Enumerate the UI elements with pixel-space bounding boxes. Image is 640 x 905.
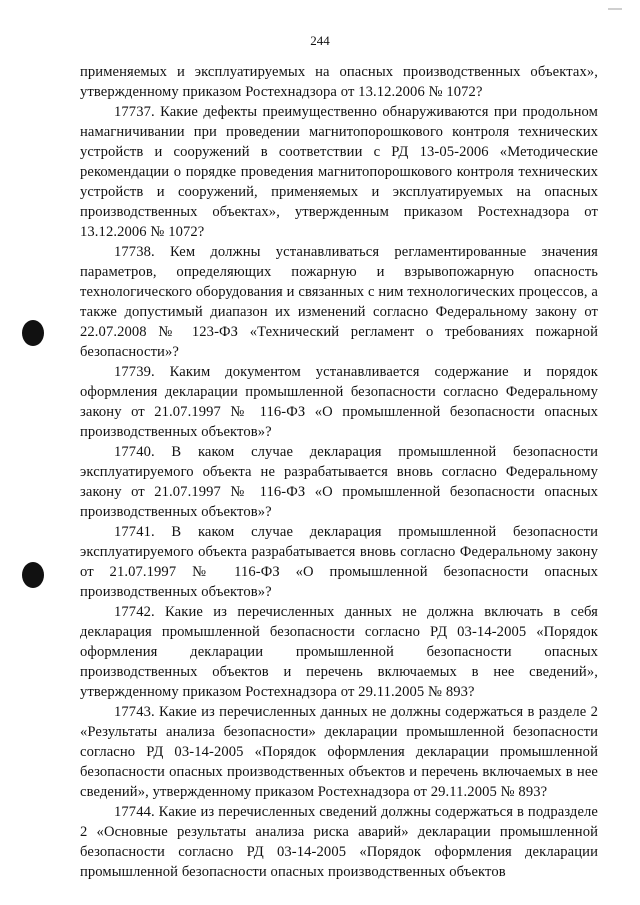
question-17738: 17738. Кем должны устанавливаться регламентированные значения параметров, определяющих пожарную и взрывопожарную опасность технологического оборудования и связанных с ним технологических процессов, а также допустимый диапазон их изменений согласно Федеральному закону от 22.07.2008 № 123-ФЗ «Технический регламент о требованиях пожарной безопасности»?: [80, 244, 598, 360]
question-17741: 17741. В каком случае декларация промышленной безопасности эксплуатируемого объекта разрабатывается вновь согласно Федеральному закону от 21.07.1997 № 116-ФЗ «О промышленной безопасности опасных производственных объектов»?: [80, 524, 598, 600]
question-17743: 17743. Какие из перечисленных данных не должны содержаться в разделе 2 «Результаты анализа безопасности» декларации промышленной безопасности согласно РД 03-14-2005 «Порядок оформления декларации промышленной безопасности опасных производственных объектов и перечень включаемых в нее сведений», утвержденному приказом Ростехнадзора от 29.11.2005 № 893?: [80, 704, 598, 800]
document-body: [80, 62, 598, 882]
question-17742: 17742. Какие из перечисленных данных не должна включать в себя декларация промышленной безопасности согласно РД 03-14-2005 «Порядок оформления декларации промышленной безопасности опасных производственных объектов и перечень включаемых в нее сведений», утвержденному приказом Ростехнадзора от 29.11.2005 № 893?: [80, 604, 598, 700]
question-17737: 17737. Какие дефекты преимущественно обнаруживаются при продольном намагничивании при проведении магнитопорошкового контроля технических устройств и сооружений в соответствии с РД 13-05-2006 «Методические рекомендации о порядке проведения магнитопорошкового контроля технических устройств и сооружений, применяемых и эксплуатируемых на опасных производственных объектах», утвержденным приказом Ростехнадзора от 13.12.2006 № 1072?: [80, 104, 598, 240]
question-17740: 17740. В каком случае декларация промышленной безопасности эксплуатируемого объекта не разрабатывается вновь согласно Федеральному закону от 21.07.1997 № 116-ФЗ «О промышленной безопасности опасных производственных объектов»?: [80, 444, 598, 520]
page-number: 244: [310, 33, 330, 48]
question-17744: 17744. Какие из перечисленных сведений должны содержаться в подразделе 2 «Основные результаты анализа риска аварий» декларации промышленной безопасности согласно РД 03-14-2005 «Порядок оформления декларации промышленной безопасности опасных производственных объектов: [80, 804, 598, 880]
punch-hole-bottom: [22, 562, 44, 588]
punch-hole-top: [22, 320, 44, 346]
question-17739: 17739. Каким документом устанавливается содержание и порядок оформления декларации промышленной безопасности согласно Федеральному закону от 21.07.1997 № 116-ФЗ «О промышленной безопасности опасных производственных объектов»?: [80, 364, 598, 440]
paragraph-continuation: применяемых и эксплуатируемых на опасных производственных объектах», утвержденному приказом Ростехнадзора от 13.12.2006 № 1072?: [80, 64, 598, 100]
scan-edge-mark: [608, 8, 622, 10]
